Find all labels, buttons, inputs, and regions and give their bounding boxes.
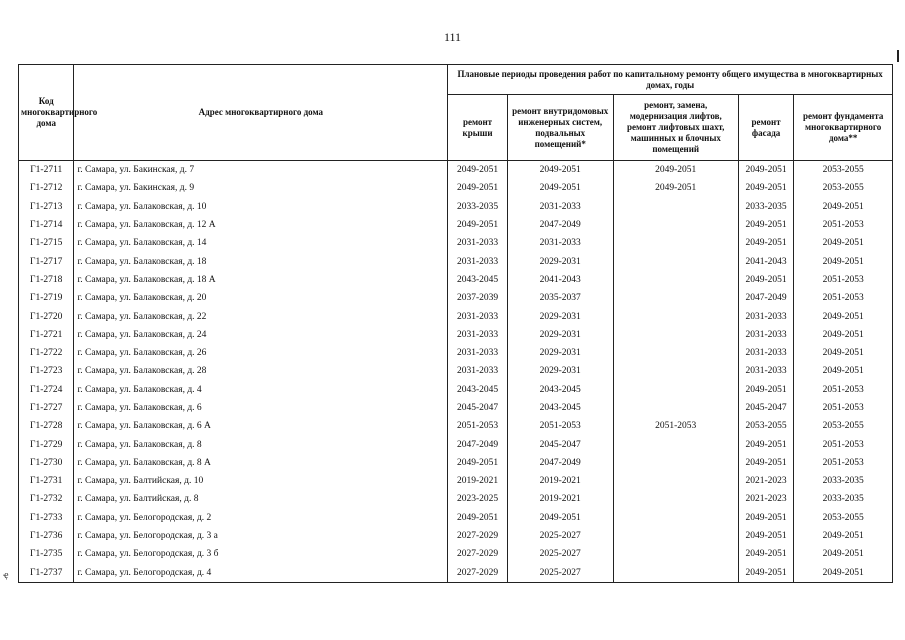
table-row <box>19 362 893 380</box>
elevators-period-cell <box>613 271 738 289</box>
systems-period-cell: 2049-2051 <box>507 509 613 527</box>
facade-period-cell: 2049-2051 <box>738 179 793 197</box>
facade-period-cell: 2031-2033 <box>738 344 793 362</box>
roof-period-cell: 2033-2035 <box>448 198 508 216</box>
page-number: 111 <box>443 30 462 44</box>
systems-period-cell: 2025-2027 <box>507 564 613 583</box>
foundation-period-cell: 2049-2051 <box>794 234 893 252</box>
code-cell: Г1-2712 <box>19 179 74 197</box>
roof-period-cell: 2027-2029 <box>448 545 508 563</box>
address-cell: г. Самара, ул. Белогородская, д. 3 б <box>74 545 448 563</box>
address-cell: г. Самара, ул. Балаковская, д. 12 А <box>74 216 448 234</box>
roof-period-cell: 2027-2029 <box>448 564 508 583</box>
foundation-period-cell: 2053-2055 <box>794 161 893 180</box>
table-row <box>19 216 893 234</box>
elevators-period-cell <box>613 472 738 490</box>
roof-period-cell: 2031-2033 <box>448 234 508 252</box>
address-cell: г. Самара, ул. Белогородская, д. 2 <box>74 509 448 527</box>
systems-period-cell: 2049-2051 <box>507 179 613 197</box>
systems-period-cell: 2045-2047 <box>507 435 613 453</box>
repair-schedule-table <box>18 64 893 583</box>
elevators-period-cell <box>613 454 738 472</box>
roof-period-cell: 2023-2025 <box>448 490 508 508</box>
systems-period-cell: 2047-2049 <box>507 454 613 472</box>
systems-period-cell: 2019-2021 <box>507 472 613 490</box>
elevators-period-cell <box>613 399 738 417</box>
table-row <box>19 545 893 563</box>
systems-period-cell: 2029-2031 <box>507 326 613 344</box>
elevators-period-cell <box>613 198 738 216</box>
header-roof: ремонт крыши <box>448 95 508 161</box>
facade-period-cell: 2049-2051 <box>738 381 793 399</box>
code-cell: Г1-2731 <box>19 472 74 490</box>
foundation-period-cell: 2049-2051 <box>794 198 893 216</box>
address-cell: г. Самара, ул. Балаковская, д. 24 <box>74 326 448 344</box>
address-cell: г. Самара, ул. Балаковская, д. 8 А <box>74 454 448 472</box>
code-cell: Г1-2711 <box>19 161 74 180</box>
address-cell: г. Самара, ул. Балтийская, д. 8 <box>74 490 448 508</box>
foundation-period-cell: 2033-2035 <box>794 472 893 490</box>
elevators-period-cell <box>613 435 738 453</box>
elevators-period-cell <box>613 381 738 399</box>
edge-mark: ҿ <box>3 570 9 581</box>
systems-period-cell: 2025-2027 <box>507 527 613 545</box>
address-cell: г. Самара, ул. Белогородская, д. 4 <box>74 564 448 583</box>
table-row <box>19 161 893 180</box>
foundation-period-cell: 2049-2051 <box>794 326 893 344</box>
facade-period-cell: 2031-2033 <box>738 307 793 325</box>
header-code: Код многоквартирного дома <box>19 65 74 161</box>
roof-period-cell: 2045-2047 <box>448 399 508 417</box>
elevators-period-cell: 2049-2051 <box>613 179 738 197</box>
table-row <box>19 472 893 490</box>
code-cell: Г1-2735 <box>19 545 74 563</box>
systems-period-cell: 2029-2031 <box>507 307 613 325</box>
table-row <box>19 490 893 508</box>
systems-period-cell: 2025-2027 <box>507 545 613 563</box>
address-cell: г. Самара, ул. Балаковская, д. 28 <box>74 362 448 380</box>
elevators-period-cell <box>613 326 738 344</box>
systems-period-cell: 2031-2033 <box>507 198 613 216</box>
address-cell: г. Самара, ул. Балаковская, д. 18 <box>74 252 448 270</box>
elevators-period-cell <box>613 289 738 307</box>
foundation-period-cell: 2051-2053 <box>794 216 893 234</box>
header-elevators: ремонт, замена, модернизация лифтов, ремонт лифтовых шахт, машинных и блочных помещений <box>613 95 738 161</box>
foundation-period-cell: 2051-2053 <box>794 435 893 453</box>
foundation-period-cell: 2049-2051 <box>794 545 893 563</box>
foundation-period-cell: 2053-2055 <box>794 417 893 435</box>
foundation-period-cell: 2049-2051 <box>794 362 893 380</box>
elevators-period-cell <box>613 509 738 527</box>
table-row <box>19 417 893 435</box>
code-cell: Г1-2730 <box>19 454 74 472</box>
address-cell: г. Самара, ул. Балаковская, д. 14 <box>74 234 448 252</box>
table-row <box>19 381 893 399</box>
systems-period-cell: 2043-2045 <box>507 381 613 399</box>
code-cell: Г1-2729 <box>19 435 74 453</box>
roof-period-cell: 2043-2045 <box>448 271 508 289</box>
table-row <box>19 564 893 583</box>
systems-period-cell: 2047-2049 <box>507 216 613 234</box>
table-row <box>19 326 893 344</box>
roof-period-cell: 2049-2051 <box>448 161 508 180</box>
address-cell: г. Самара, ул. Балаковская, д. 22 <box>74 307 448 325</box>
foundation-period-cell: 2053-2055 <box>794 179 893 197</box>
facade-period-cell: 2053-2055 <box>738 417 793 435</box>
elevators-period-cell: 2051-2053 <box>613 417 738 435</box>
code-cell: Г1-2715 <box>19 234 74 252</box>
systems-period-cell: 2043-2045 <box>507 399 613 417</box>
facade-period-cell: 2041-2043 <box>738 252 793 270</box>
facade-period-cell: 2031-2033 <box>738 326 793 344</box>
systems-period-cell: 2051-2053 <box>507 417 613 435</box>
code-cell: Г1-2720 <box>19 307 74 325</box>
elevators-period-cell <box>613 344 738 362</box>
roof-period-cell: 2051-2053 <box>448 417 508 435</box>
address-cell: г. Самара, ул. Балаковская, д. 10 <box>74 198 448 216</box>
facade-period-cell: 2049-2051 <box>738 216 793 234</box>
foundation-period-cell: 2049-2051 <box>794 564 893 583</box>
code-cell: Г1-2721 <box>19 326 74 344</box>
facade-period-cell: 2021-2023 <box>738 490 793 508</box>
facade-period-cell: 2049-2051 <box>738 435 793 453</box>
systems-period-cell: 2019-2021 <box>507 490 613 508</box>
elevators-period-cell <box>613 490 738 508</box>
roof-period-cell: 2043-2045 <box>448 381 508 399</box>
table-row <box>19 344 893 362</box>
facade-period-cell: 2047-2049 <box>738 289 793 307</box>
table-row <box>19 179 893 197</box>
header-facade: ремонт фасада <box>738 95 793 161</box>
systems-period-cell: 2031-2033 <box>507 234 613 252</box>
table-row <box>19 527 893 545</box>
header-systems: ремонт внутридомовых инженерных систем, подвальных помещений* <box>507 95 613 161</box>
address-cell: г. Самара, ул. Балаковская, д. 18 А <box>74 271 448 289</box>
table-row <box>19 271 893 289</box>
elevators-period-cell <box>613 564 738 583</box>
roof-period-cell: 2049-2051 <box>448 509 508 527</box>
roof-period-cell: 2049-2051 <box>448 454 508 472</box>
elevators-period-cell <box>613 234 738 252</box>
code-cell: Г1-2719 <box>19 289 74 307</box>
code-cell: Г1-2714 <box>19 216 74 234</box>
facade-period-cell: 2049-2051 <box>738 527 793 545</box>
address-cell: г. Самара, ул. Бакинская, д. 9 <box>74 179 448 197</box>
table-body <box>19 161 893 583</box>
table-row <box>19 234 893 252</box>
margin-mark <box>897 50 899 62</box>
elevators-period-cell <box>613 216 738 234</box>
code-cell: Г1-2718 <box>19 271 74 289</box>
foundation-period-cell: 2051-2053 <box>794 399 893 417</box>
systems-period-cell: 2049-2051 <box>507 161 613 180</box>
foundation-period-cell: 2049-2051 <box>794 344 893 362</box>
code-cell: Г1-2728 <box>19 417 74 435</box>
header-group: Плановые периоды проведения работ по капитальному ремонту общего имущества в многоквартирных домах, годы <box>448 65 893 95</box>
roof-period-cell: 2037-2039 <box>448 289 508 307</box>
address-cell: г. Самара, ул. Бакинская, д. 7 <box>74 161 448 180</box>
elevators-period-cell <box>613 252 738 270</box>
table-header <box>19 65 893 161</box>
address-cell: г. Самара, ул. Балаковская, д. 26 <box>74 344 448 362</box>
elevators-period-cell <box>613 527 738 545</box>
address-cell: г. Самара, ул. Балаковская, д. 20 <box>74 289 448 307</box>
facade-period-cell: 2049-2051 <box>738 234 793 252</box>
facade-period-cell: 2031-2033 <box>738 362 793 380</box>
header-address: Адрес многоквартирного дома <box>74 65 448 161</box>
roof-period-cell: 2019-2021 <box>448 472 508 490</box>
systems-period-cell: 2029-2031 <box>507 344 613 362</box>
header-foundation: ремонт фундамента многоквартирного дома** <box>794 95 893 161</box>
facade-period-cell: 2049-2051 <box>738 271 793 289</box>
code-cell: Г1-2713 <box>19 198 74 216</box>
elevators-period-cell <box>613 545 738 563</box>
foundation-period-cell: 2049-2051 <box>794 307 893 325</box>
code-cell: Г1-2722 <box>19 344 74 362</box>
table-row <box>19 399 893 417</box>
table-row <box>19 252 893 270</box>
foundation-period-cell: 2053-2055 <box>794 509 893 527</box>
systems-period-cell: 2041-2043 <box>507 271 613 289</box>
table-row <box>19 509 893 527</box>
elevators-period-cell <box>613 307 738 325</box>
elevators-period-cell <box>613 362 738 380</box>
code-cell: Г1-2736 <box>19 527 74 545</box>
roof-period-cell: 2031-2033 <box>448 252 508 270</box>
roof-period-cell: 2031-2033 <box>448 307 508 325</box>
facade-period-cell: 2045-2047 <box>738 399 793 417</box>
systems-period-cell: 2029-2031 <box>507 362 613 380</box>
roof-period-cell: 2047-2049 <box>448 435 508 453</box>
address-cell: г. Самара, ул. Белогородская, д. 3 а <box>74 527 448 545</box>
address-cell: г. Самара, ул. Балаковская, д. 6 <box>74 399 448 417</box>
facade-period-cell: 2021-2023 <box>738 472 793 490</box>
facade-period-cell: 2033-2035 <box>738 198 793 216</box>
table-row <box>19 454 893 472</box>
facade-period-cell: 2049-2051 <box>738 454 793 472</box>
roof-period-cell: 2049-2051 <box>448 216 508 234</box>
foundation-period-cell: 2051-2053 <box>794 271 893 289</box>
code-cell: Г1-2733 <box>19 509 74 527</box>
table-row <box>19 289 893 307</box>
address-cell: г. Самара, ул. Балаковская, д. 4 <box>74 381 448 399</box>
facade-period-cell: 2049-2051 <box>738 161 793 180</box>
systems-period-cell: 2035-2037 <box>507 289 613 307</box>
foundation-period-cell: 2049-2051 <box>794 252 893 270</box>
code-cell: Г1-2724 <box>19 381 74 399</box>
roof-period-cell: 2049-2051 <box>448 179 508 197</box>
code-cell: Г1-2723 <box>19 362 74 380</box>
foundation-period-cell: 2051-2053 <box>794 289 893 307</box>
address-cell: г. Самара, ул. Балаковская, д. 6 А <box>74 417 448 435</box>
code-cell: Г1-2737 <box>19 564 74 583</box>
table-row <box>19 198 893 216</box>
facade-period-cell: 2049-2051 <box>738 509 793 527</box>
roof-period-cell: 2027-2029 <box>448 527 508 545</box>
code-cell: Г1-2727 <box>19 399 74 417</box>
address-cell: г. Самара, ул. Балаковская, д. 8 <box>74 435 448 453</box>
table-row <box>19 435 893 453</box>
foundation-period-cell: 2049-2051 <box>794 527 893 545</box>
facade-period-cell: 2049-2051 <box>738 545 793 563</box>
address-cell: г. Самара, ул. Балтийская, д. 10 <box>74 472 448 490</box>
elevators-period-cell: 2049-2051 <box>613 161 738 180</box>
foundation-period-cell: 2051-2053 <box>794 454 893 472</box>
code-cell: Г1-2732 <box>19 490 74 508</box>
roof-period-cell: 2031-2033 <box>448 326 508 344</box>
facade-period-cell: 2049-2051 <box>738 564 793 583</box>
foundation-period-cell: 2051-2053 <box>794 381 893 399</box>
table-row <box>19 307 893 325</box>
roof-period-cell: 2031-2033 <box>448 344 508 362</box>
code-cell: Г1-2717 <box>19 252 74 270</box>
systems-period-cell: 2029-2031 <box>507 252 613 270</box>
foundation-period-cell: 2033-2035 <box>794 490 893 508</box>
roof-period-cell: 2031-2033 <box>448 362 508 380</box>
